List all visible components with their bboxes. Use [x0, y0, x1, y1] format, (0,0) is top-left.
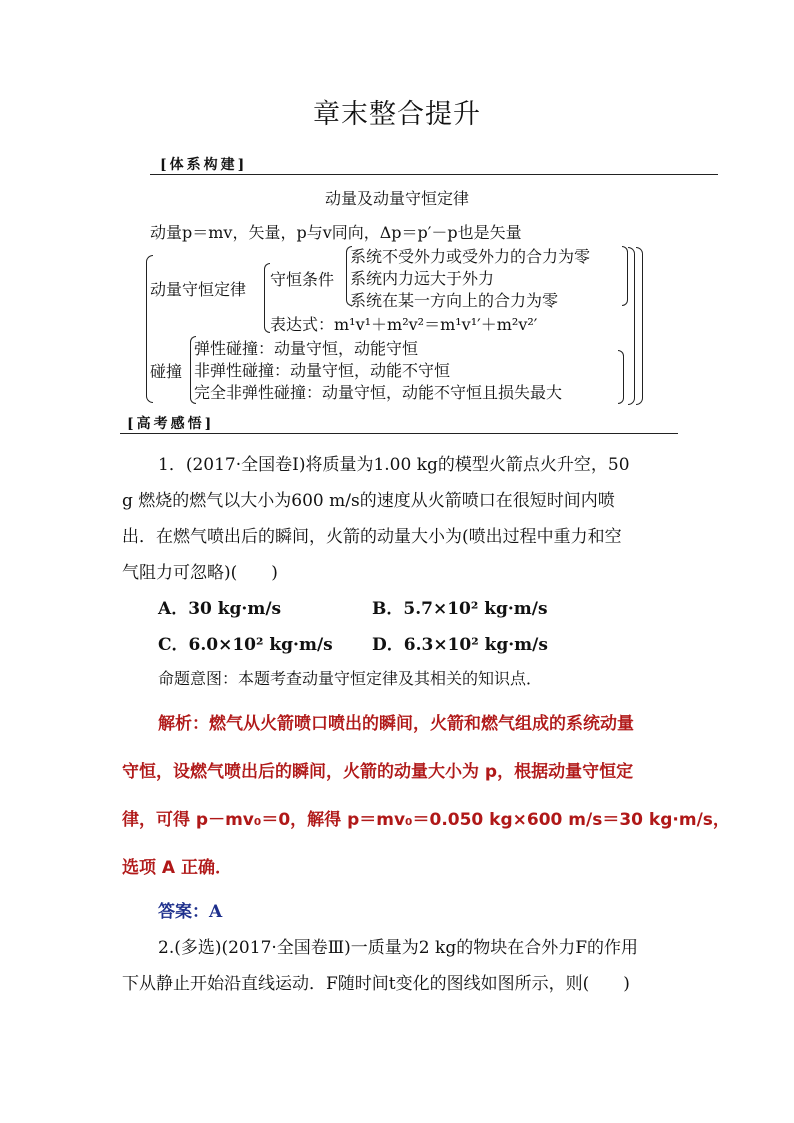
q2-line-2: 下从静止开始沿直线运动．F随时间t变化的图线如图所示，则( ) [122, 974, 630, 994]
page-title: 章末整合提升 [313, 99, 481, 130]
collision-1: 弹性碰撞：动量守恒，动能守恒 [194, 339, 419, 358]
q2-line-1: 2.(多选)(2017·全国卷Ⅲ)一质量为2 kg的物块在合外力F的作用 [158, 938, 639, 958]
q1-option-d: D．6.3×10² kg·m/s [372, 635, 548, 655]
section-rule [150, 174, 718, 175]
q1-option-b: B．5.7×10² kg·m/s [372, 599, 548, 619]
condition-2: 系统内力远大于外力 [350, 269, 495, 288]
q1-analysis-3: 律，可得 p－mv₀＝0，解得 p＝mv₀＝0.050 kg×600 m/s＝30 kg·m/s， [122, 810, 730, 830]
q1-line-1: 1．(2017·全国卷Ⅰ)将质量为1.00 kg的模型火箭点火升空，50 [158, 455, 630, 475]
q1-option-a: A．30 kg·m/s [158, 599, 282, 619]
q1-line-3: 出．在燃气喷出后的瞬间，火箭的动量大小为(喷出过程中重力和空 [122, 527, 622, 547]
condition-1: 系统不受外力或受外力的合力为零 [350, 247, 591, 266]
collision-2: 非弹性碰撞：动量守恒，动能不守恒 [194, 361, 451, 380]
section-label-system: [体系构建] [160, 157, 248, 173]
section-rule-2 [120, 433, 678, 434]
outer-right-brace [628, 247, 635, 405]
momentum-definition: 动量p＝mv，矢量，p与v同向，Δp＝p′－p也是矢量 [150, 223, 522, 242]
law-label: 动量守恒定律 [150, 280, 247, 299]
q1-analysis-1: 解析：燃气从火箭喷口喷出的瞬间，火箭和燃气组成的系统动量 [158, 714, 634, 734]
collision-label: 碰撞 [150, 362, 183, 381]
q1-option-c: C．6.0×10² kg·m/s [158, 635, 333, 655]
q1-line-2: g 燃烧的燃气以大小为600 m/s的速度从火箭喷口在很短时间内喷 [122, 491, 615, 511]
q1-intent: 命题意图：本题考查动量守恒定律及其相关的知识点． [158, 669, 543, 688]
outer-right-brace-2 [636, 247, 643, 405]
q1-analysis-4: 选项 A 正确． [122, 858, 232, 878]
condition-3: 系统在某一方向上的合力为零 [350, 291, 559, 310]
q1-line-4: 气阻力可忽略)( ) [122, 563, 278, 583]
collision-right-brace [618, 350, 624, 404]
q1-answer: 答案：A [158, 902, 223, 922]
condition-right-brace [622, 246, 628, 306]
condition-label: 守恒条件 [270, 270, 335, 289]
expression: 表达式：m¹v¹＋m²v²＝m¹v¹′＋m²v²′ [270, 315, 538, 334]
q1-analysis-2: 守恒，设燃气喷出后的瞬间，火箭的动量大小为 p，根据动量守恒定 [122, 762, 634, 782]
section-label-exam: [高考感悟] [127, 416, 215, 432]
concept-map-heading: 动量及动量守恒定律 [324, 189, 469, 208]
collision-3: 完全非弹性碰撞：动量守恒，动能不守恒且损失最大 [194, 383, 563, 402]
